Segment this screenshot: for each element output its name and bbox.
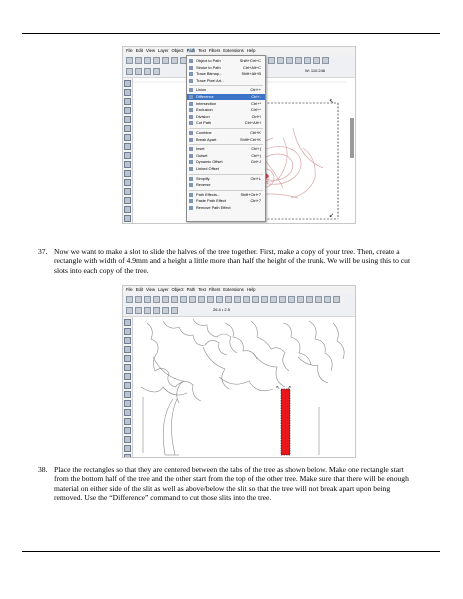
menu-edit[interactable]: Edit <box>135 48 143 53</box>
tree-outline-drawing <box>133 317 355 457</box>
vertical-scrollbar[interactable] <box>350 118 354 158</box>
menu-item-icon <box>189 115 193 119</box>
controls-toolbar-2 <box>123 305 355 317</box>
menu-item-label: Trace Pixel Art... <box>196 77 225 83</box>
menu-item-shortcut: Shift+Ctrl+K <box>240 136 261 142</box>
menu-item-shortcut: Ctrl+J <box>250 159 261 165</box>
menu2-text[interactable]: Text <box>198 287 206 292</box>
menu-item-label: Difference <box>196 94 214 99</box>
menu-item-division[interactable] <box>187 114 265 120</box>
menu-item-icon <box>189 138 193 142</box>
menu-item-outset[interactable] <box>187 153 265 159</box>
selection-handle-bl[interactable]: ↙ <box>329 213 335 219</box>
menu-item-shortcut: Ctrl+- <box>251 94 261 99</box>
menu-item-remove-path-effect[interactable] <box>187 205 265 211</box>
menu-item-shortcut: Ctrl+L <box>250 175 261 181</box>
menu2-object[interactable]: Object <box>171 287 184 292</box>
step-37-text: Now we want to make a slot to slide the halves of the tree together. First, make a copy of your tree. Then, create a rectangle with width of 4.9mm and a height a little more than half the height of the trunk. We will be using this to cut slots into each copy of the tree. <box>54 247 411 275</box>
menu-bar-2 <box>123 286 355 294</box>
menu-item-shortcut: Ctrl+7 <box>250 198 261 204</box>
toolbar-readout: W: 110.246 <box>305 68 326 73</box>
step-38-text: Place the rectangles so that they are centered between the tabs of the tree as shown below. Make one rectangle start from the bottom half of the tree and the other start from the top of the other tree. Make sure that there will be enough material on either side of the slit as well as above/below the slit so that the tree will not break apart upon being removed. Use the “Difference” command to cut those slits into the tree. <box>54 465 409 503</box>
menu-item-shortcut: Ctrl+K <box>250 130 261 135</box>
step-37-number: 37. <box>38 247 48 256</box>
menu-item-icon <box>189 102 193 106</box>
menu-item-label: Inset <box>196 146 205 152</box>
menu-item-shortcut: Ctrl+) <box>251 152 261 158</box>
menu-item-icon <box>189 121 193 125</box>
toolbar-readout-2: 26.4 • 2.5 <box>213 307 230 312</box>
menu-item-intersection[interactable] <box>187 101 265 107</box>
menu-view[interactable]: View <box>145 48 155 53</box>
menu-item-icon <box>189 193 193 197</box>
menu-item-trace-pixel-art[interactable] <box>187 78 265 84</box>
menu-item-icon <box>189 167 193 171</box>
menu-item-label: Division <box>196 113 210 119</box>
menu-item-shortcut: Ctrl+( <box>251 146 261 152</box>
menu-item-label: Object to Path <box>196 58 221 63</box>
menu2-file[interactable]: File <box>126 287 133 292</box>
menu-item-label: Combine <box>196 130 212 135</box>
screenshot-tree-rectangle <box>122 285 356 458</box>
menu-item-icon <box>189 59 193 63</box>
menu-item-label: Linked Offset <box>196 166 219 171</box>
menu-layer[interactable]: Layer <box>157 48 169 53</box>
menu-extensions[interactable]: Extensions <box>223 48 244 53</box>
menu-item-combine[interactable] <box>187 130 265 136</box>
menu-filters[interactable]: Filters <box>208 48 221 53</box>
menu-item-icon <box>189 66 193 70</box>
menu-item-label: Paste Path Effect <box>196 198 226 204</box>
menu-item-label: Outset <box>196 152 208 158</box>
menu-item-label: Remove Path Effect <box>196 205 231 210</box>
menu-item-label: Union <box>196 87 207 93</box>
menu-item-icon <box>189 147 193 151</box>
menu-item-label: Dynamic Offset <box>196 159 223 165</box>
header-rule <box>22 33 440 34</box>
menu-item-object-to-path[interactable] <box>187 58 265 64</box>
menu-path[interactable]: Path <box>186 48 196 53</box>
menu-item-icon <box>189 160 193 164</box>
menu-item-cut-path[interactable] <box>187 120 265 126</box>
menu-object[interactable]: Object <box>171 48 184 53</box>
menu-item-path-effects[interactable] <box>187 192 265 198</box>
menu-item-reverse[interactable] <box>187 182 265 188</box>
menu-item-paste-path-effect[interactable] <box>187 198 265 204</box>
menu2-view[interactable]: View <box>145 287 155 292</box>
menu2-path[interactable]: Path <box>186 287 196 292</box>
menu2-filters[interactable]: Filters <box>208 287 221 292</box>
screenshot-path-menu <box>122 46 356 224</box>
menu-item-icon <box>189 206 193 210</box>
menu-item-stroke-to-path[interactable] <box>187 65 265 71</box>
svg-text:↗: ↗ <box>287 385 292 391</box>
tool-palette-2 <box>123 317 133 457</box>
menu-item-shortcut: Shift+Ctrl+7 <box>240 191 261 197</box>
menu2-edit[interactable]: Edit <box>135 287 143 292</box>
menu-item-icon <box>189 88 193 92</box>
footer-rule <box>22 551 440 552</box>
menu-item-linked-offset[interactable] <box>187 166 265 172</box>
menu-separator <box>189 174 263 175</box>
menu-item-label: Stroke to Path <box>196 64 221 70</box>
menu-item-simplify[interactable] <box>187 176 265 182</box>
menu-item-shortcut: Shift+Alt+B <box>241 71 261 77</box>
menu-item-icon <box>189 72 193 76</box>
menu-item-label: Cut Path <box>196 120 212 126</box>
menu-item-label: Reverse <box>196 182 211 188</box>
tool-palette <box>123 78 133 223</box>
menu-item-icon <box>189 95 193 99</box>
menu-item-break-apart[interactable] <box>187 137 265 143</box>
menu-help[interactable]: Help <box>246 48 256 53</box>
menu-item-exclusion[interactable] <box>187 107 265 113</box>
menu-separator <box>189 190 263 191</box>
menu-item-inset[interactable] <box>187 146 265 152</box>
menu2-layer[interactable]: Layer <box>157 287 169 292</box>
menu2-help[interactable]: Help <box>246 287 256 292</box>
menu-item-label: Exclusion <box>196 107 213 113</box>
menu-item-shortcut: Ctrl+^ <box>250 107 261 113</box>
menu-item-icon <box>189 108 193 112</box>
menu2-extensions[interactable]: Extensions <box>223 287 244 292</box>
drawing-canvas-2[interactable] <box>133 317 355 457</box>
menu-item-label: Trace Bitmap... <box>196 71 223 77</box>
menu-item-shortcut: Ctrl+Alt+C <box>243 64 261 70</box>
menu-item-union[interactable] <box>187 87 265 93</box>
menu-file[interactable]: File <box>126 48 133 53</box>
menu-separator <box>189 128 263 129</box>
selection-handle-tl[interactable]: ↖ <box>329 99 335 105</box>
menu-item-label: Path Effects... <box>196 191 221 197</box>
menu-item-difference[interactable] <box>187 94 265 100</box>
menu-item-label: Break Apart <box>196 136 217 142</box>
menu-bar <box>123 47 355 55</box>
path-menu-dropdown <box>186 55 266 222</box>
menu-item-icon <box>189 154 193 158</box>
menu-separator <box>189 85 263 86</box>
menu-item-shortcut: Ctrl++ <box>250 87 261 93</box>
menu-item-shortcut: Ctrl+/ <box>251 113 261 119</box>
menu-item-trace-bitmap[interactable] <box>187 71 265 77</box>
menu-item-icon <box>189 183 193 187</box>
menu-item-shortcut: Ctrl+Alt+/ <box>244 120 261 126</box>
menu-item-shortcut: Shift+Ctrl+C <box>239 58 261 63</box>
menu-item-icon <box>189 131 193 135</box>
menu-item-dynamic-offset[interactable] <box>187 159 265 165</box>
menu-item-label: Intersection <box>196 100 217 106</box>
menu-item-shortcut: Ctrl+* <box>251 100 261 106</box>
menu-item-icon <box>189 177 193 181</box>
menu-item-icon <box>189 199 193 203</box>
step-38-number: 38. <box>38 465 48 474</box>
menu-item-icon <box>189 79 193 83</box>
menu-item-label: Simplify <box>196 175 210 181</box>
menu-separator <box>189 144 263 145</box>
svg-text:↖: ↖ <box>276 385 281 391</box>
menu-text[interactable]: Text <box>198 48 206 53</box>
